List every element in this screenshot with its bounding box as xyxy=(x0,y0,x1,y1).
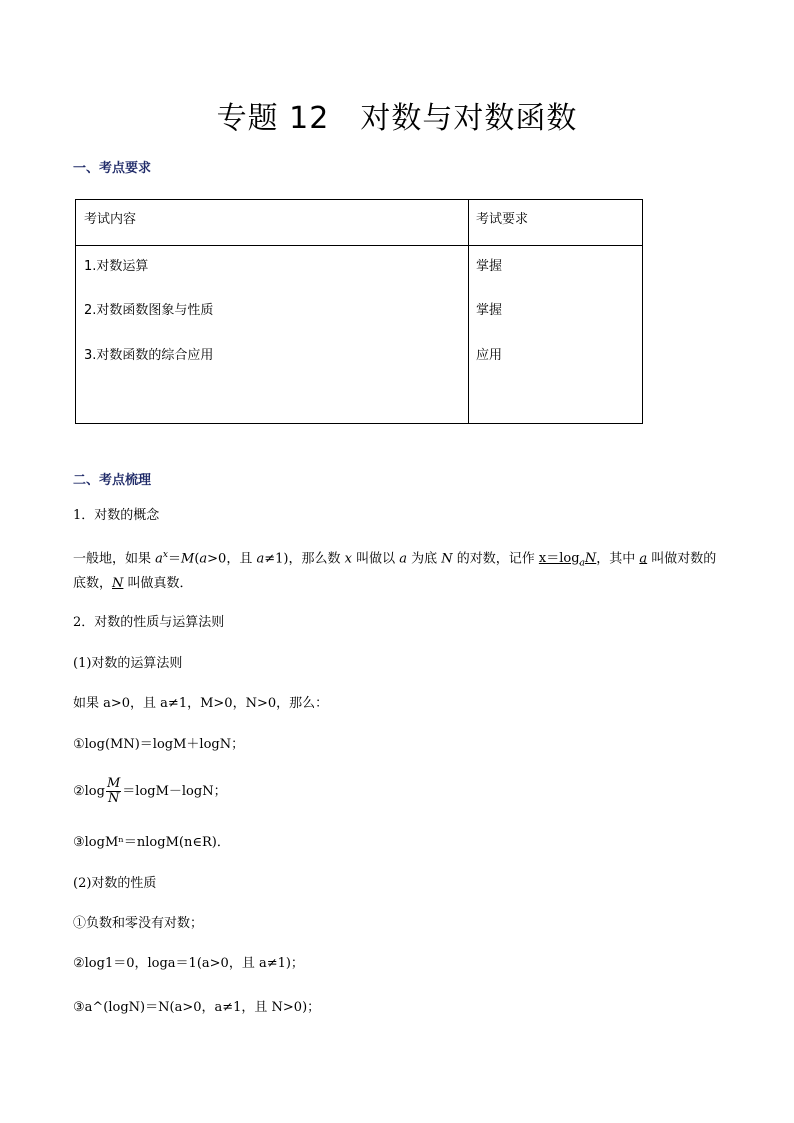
property-3: ③a^(logN)＝N(a>0，a≠1，且 N>0)； xyxy=(73,1000,321,1015)
rule-2: ②log $\frac{M}{N}$ ＝logM－logN； xyxy=(73,776,227,806)
table-cell-content: 2.对数函数图象与性质 xyxy=(84,303,214,318)
item-title-properties: 2．对数的性质与运算法则 xyxy=(73,615,225,630)
property-2: ②log1＝0，loga＝1(a>0，且 a≠1)； xyxy=(73,956,304,971)
table-cell-content: 1.对数运算 xyxy=(84,259,149,274)
fraction: $\frac{M}{N}$ xyxy=(106,776,121,806)
condition-text: 如果 a>0，且 a≠1，M>0，N>0，那么： xyxy=(73,696,329,711)
table-cell-requirement: 掌握 xyxy=(476,259,503,274)
section-heading-requirements: 一、考点要求 xyxy=(73,161,152,176)
table-cell-requirement: 应用 xyxy=(476,348,503,363)
property-1: ①负数和零没有对数； xyxy=(73,916,204,931)
section-heading-review: 二、考点梳理 xyxy=(73,473,152,488)
rule-1: ①log(MN)＝logM＋logN； xyxy=(73,737,245,752)
table-divider-horizontal xyxy=(76,245,642,246)
definition-line-1: 一般地，如果 $a^x=M(a>0$，且 a≠1)，那么数 x 叫做以 a 为底 N 的对数，记作 $x=\log_aN$，其中 a 叫做对数的 xyxy=(73,550,717,569)
definition-line-2: 底数，N 叫做真数． xyxy=(73,576,193,591)
item-title-concept: 1．对数的概念 xyxy=(73,508,160,523)
table-cell-requirement: 掌握 xyxy=(476,303,503,318)
requirements-table xyxy=(75,199,643,424)
page-title: 专题 12 对数与对数函数 xyxy=(216,101,578,136)
subheading-operation-rules: (1)对数的运算法则 xyxy=(73,656,183,671)
table-header-content: 考试内容 xyxy=(84,212,137,227)
table-header-requirement: 考试要求 xyxy=(476,212,529,227)
rule-3: ③logMⁿ＝nlogM(n∈R)． xyxy=(73,835,230,850)
subheading-properties: (2)对数的性质 xyxy=(73,876,157,891)
table-divider-vertical xyxy=(468,200,469,423)
table-cell-content: 3.对数函数的综合应用 xyxy=(84,348,214,363)
